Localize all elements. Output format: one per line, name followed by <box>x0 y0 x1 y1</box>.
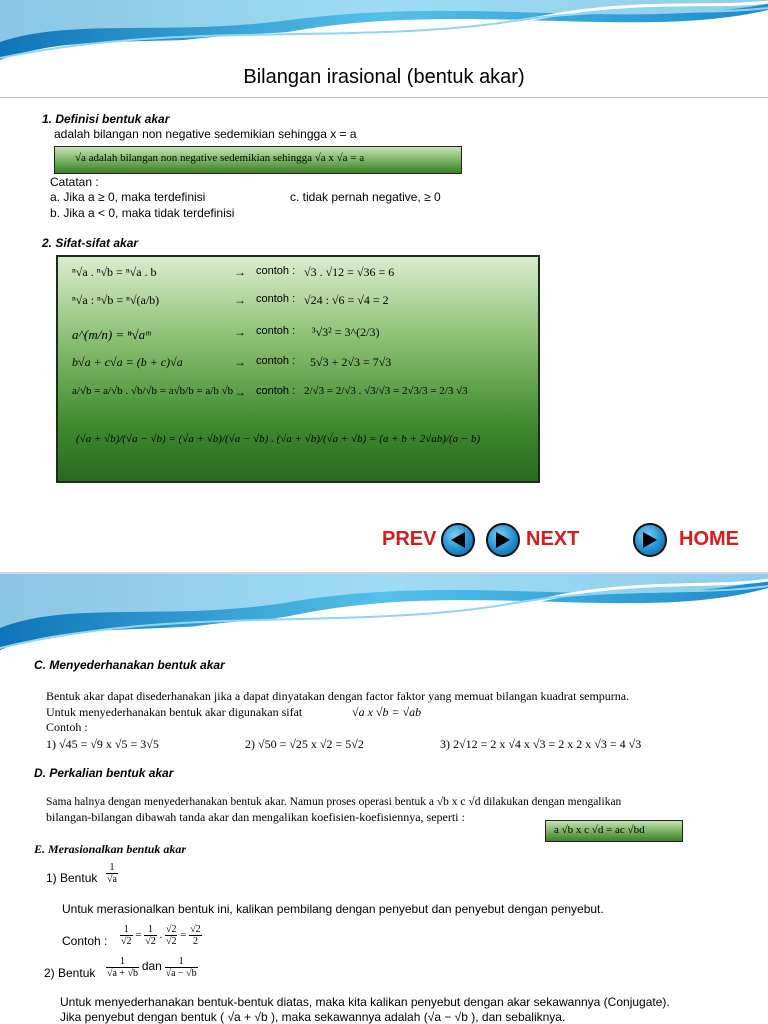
home-label[interactable]: HOME <box>679 528 739 550</box>
slide-2 <box>0 574 768 1024</box>
multiplication-box-text: a √b x c √d = ac √bd <box>554 824 645 836</box>
rule-4-label: contoh : <box>256 355 296 367</box>
definition-line: adalah bilangan non negative sedemikian sehingga x = a <box>54 127 357 141</box>
rule-5-example: 2/√3 = 2/√3 . √3/√3 = 2√3/3 = 2/3 √3 <box>304 385 468 397</box>
rule-4-example: 5√3 + 2√3 = 7√3 <box>310 355 392 369</box>
conjugate-formula: (√a + √b)/(√a − √b) = (√a + √b)/(√a − √b) . (√a + √b)/(√a + √b) = (a + b + 2√ab)/(a − b) <box>76 433 481 445</box>
rule-2-example: √24 : √6 = √4 = 2 <box>304 293 389 307</box>
item-1-text: Untuk merasionalkan bentuk ini, kalikan pembilang dengan penyebut dan penyebut dengan penyebut. <box>62 902 604 916</box>
rule-4-formula: b√a + c√a = (b + c)√a <box>72 355 183 369</box>
arrow-right-icon <box>488 525 518 555</box>
item-2-frac-1-n: 1 <box>106 956 139 968</box>
item-2-label: 2) Bentuk <box>44 966 96 980</box>
section-c-example-3: 3) 2√12 = 2 x √4 x √3 = 2 x 2 x √3 = 4 √3 <box>440 737 642 751</box>
section-d-p1: Sama halnya dengan menyederhanakan bentuk akar. Namun proses operasi bentuk a √b x c √d dilakukan dengan mengalikan <box>46 796 622 808</box>
rule-5-label: contoh : <box>256 385 296 397</box>
contoh-frac-2-n: 1 <box>144 924 157 936</box>
properties-box <box>56 255 540 483</box>
equals-sign-2: = <box>180 929 190 942</box>
prev-label[interactable]: PREV <box>382 528 437 550</box>
rule-5-formula: a/√b = a/√b . √b/√b = a√b/b = a/b √b <box>72 385 234 397</box>
header-wave-decoration <box>0 0 768 60</box>
contoh-expression <box>120 924 202 947</box>
rule-2-label: contoh : <box>256 293 296 305</box>
rule-3-arrow: → <box>234 325 246 339</box>
item-2-frac-2-n: 1 <box>165 956 198 968</box>
contoh-frac-3-d: √2 <box>165 936 177 947</box>
rule-4-arrow: → <box>234 355 246 369</box>
contoh-frac-3-n: √2 <box>165 924 177 935</box>
contoh-label: Contoh : <box>62 934 108 948</box>
home-button[interactable] <box>633 523 667 557</box>
dot-sign: . <box>159 929 165 942</box>
contoh-frac-1-n: 1 <box>120 924 133 936</box>
note-item-b: b. Jika a < 0, maka tidak terdefinisi <box>50 206 235 220</box>
definition-box <box>54 146 462 174</box>
item-1-numerator: 1 <box>106 862 118 874</box>
section-1-heading: 1. Definisi bentuk akar <box>42 112 170 126</box>
definition-box-text: √a adalah bilangan non negative sedemikian sehingga √a x √a = a <box>75 152 365 164</box>
section-c-example-2: 2) √50 = √25 x √2 = 5√2 <box>245 737 364 751</box>
rule-5-arrow: → <box>234 385 246 399</box>
item-2-dan: dan <box>141 959 162 974</box>
play-icon <box>635 525 665 555</box>
rule-2-arrow: → <box>234 293 246 307</box>
arrow-left-icon <box>443 525 473 555</box>
header-wave-decoration-2 <box>0 574 768 654</box>
rule-3-label: contoh : <box>256 325 296 337</box>
rule-2-formula: ⁿ√a : ⁿ√b = ⁿ√(a/b) <box>72 293 160 307</box>
rule-3-example: ³√3² = 3^(2/3) <box>312 325 380 339</box>
next-label[interactable]: NEXT <box>526 528 580 550</box>
prev-button[interactable] <box>441 523 475 557</box>
section-c-contoh: Contoh : <box>46 720 88 734</box>
equals-sign: = <box>135 929 145 942</box>
rule-3-formula: a^(m/n) = ⁿ√aᵐ <box>72 327 151 342</box>
rule-1-arrow: → <box>234 265 246 279</box>
rule-1-formula: ⁿ√a . ⁿ√b = ⁿ√a . b <box>72 265 157 279</box>
item-1-denominator: √a <box>107 874 117 885</box>
section-d-heading: D. Perkalian bentuk akar <box>34 766 174 780</box>
rule-1-label: contoh : <box>256 265 296 277</box>
section-d-p2: bilangan-bilangan dibawah tanda akar dan mengalikan koefisien-koefisiennya, seperti : <box>46 810 465 824</box>
note-item-c: c. tidak pernah negative, ≥ 0 <box>290 190 441 204</box>
section-c-p2: Untuk menyederhanakan bentuk akar digunakan sifat <box>46 705 303 719</box>
item-2-fractions <box>106 956 198 979</box>
section-c-heading: C. Menyederhanakan bentuk akar <box>34 658 225 672</box>
rule-1-example: √3 . √12 = √36 = 6 <box>304 265 395 279</box>
contoh-frac-4-n: √2 <box>190 924 201 935</box>
title-divider <box>0 97 768 98</box>
contoh-frac-4-d: 2 <box>192 936 198 947</box>
item-2-frac-1-d: √a + √b <box>107 968 139 979</box>
section-c-example-1: 1) √45 = √9 x √5 = 3√5 <box>46 737 159 751</box>
multiplication-box <box>545 820 683 842</box>
section-c-p1: Bentuk akar dapat disederhanakan jika a dapat dinyatakan dengan factor faktor yang memuat bilangan kuadrat sempurna. <box>46 689 630 703</box>
note-item-a: a. Jika a ≥ 0, maka terdefinisi <box>50 190 206 204</box>
contoh-frac-2-d: √2 <box>145 936 156 947</box>
item-1-label: 1) Bentuk <box>46 871 98 885</box>
section-2-heading: 2. Sifat-sifat akar <box>42 236 139 250</box>
page-title: Bilangan irasional (bentuk akar) <box>243 66 525 88</box>
conjugate-text-1: Untuk menyederhanakan bentuk-bentuk diatas, maka kita kalikan penyebut dengan akar sekawannya (Conjugate). <box>60 995 670 1009</box>
item-2-frac-2-d: √a − √b <box>165 968 197 979</box>
item-1-fraction <box>106 862 118 885</box>
section-e-heading: E. Merasionalkan bentuk akar <box>34 842 187 856</box>
contoh-frac-1-d: √2 <box>121 936 132 947</box>
section-c-formula: √a x √b = √ab <box>352 705 422 719</box>
next-button[interactable] <box>486 523 520 557</box>
conjugate-text-2: Jika penyebut dengan bentuk ( √a + √b ), maka sekawannya adalah (√a − √b ), dan sebaliknya. <box>60 1010 566 1024</box>
catatan-label: Catatan : <box>50 175 99 189</box>
